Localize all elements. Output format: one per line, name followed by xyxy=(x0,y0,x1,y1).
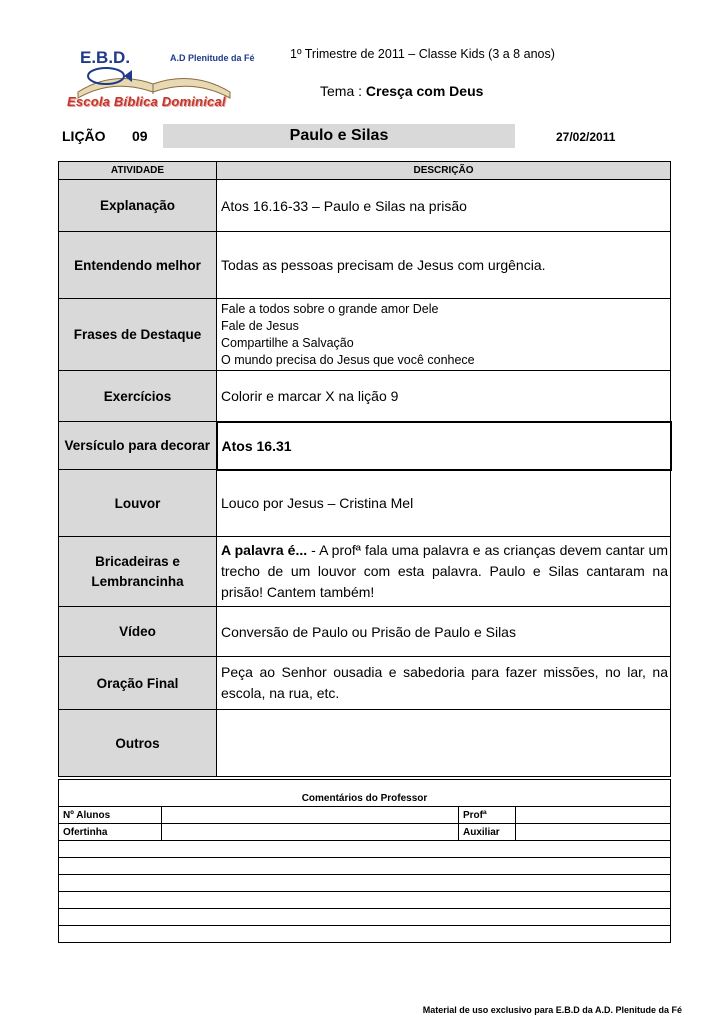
table-row xyxy=(59,299,671,371)
col-atividade: ATIVIDADE xyxy=(59,162,217,180)
footer-note: Material de uso exclusivo para E.B.D da A.D. Plenitude da Fé xyxy=(422,1005,682,1015)
row-text: Atos 16.16-33 – Paulo e Silas na prisão xyxy=(217,180,671,232)
comment-line[interactable] xyxy=(59,926,671,943)
table-row xyxy=(59,371,671,422)
row-label xyxy=(59,537,217,607)
alunos-field[interactable] xyxy=(162,807,459,824)
auxiliar-label: Auxiliar xyxy=(459,824,516,841)
table-header xyxy=(59,162,671,180)
row-text xyxy=(217,299,671,371)
frase-line: Fale a todos sobre o grande amor Dele xyxy=(221,301,439,316)
frase-line: O mundo precisa do Jesus que você conhece xyxy=(221,352,475,367)
row-label: Entendendo melhor xyxy=(59,232,217,299)
row-label-line2: Lembrancinha xyxy=(91,573,184,589)
frase-line: Fale de Jesus xyxy=(221,318,299,333)
row-label: Vídeo xyxy=(59,607,217,657)
comment-line[interactable] xyxy=(59,909,671,926)
comment-line[interactable] xyxy=(59,858,671,875)
ofertinha-label: Ofertinha xyxy=(59,824,162,841)
row-text-rest: - A profª fala uma palavra e as crianças devem cantar um trecho de um louvor com esta palavra. Paulo e Silas cantaram na prisão! Cantem também! xyxy=(221,542,669,600)
ofertinha-field[interactable] xyxy=(162,824,459,841)
profa-field[interactable] xyxy=(516,807,671,824)
table-row xyxy=(59,232,671,299)
table-row xyxy=(59,470,671,537)
comments-table xyxy=(58,779,671,943)
row-text: Louco por Jesus – Cristina Mel xyxy=(217,470,671,537)
frase-line: Compartilhe a Salvação xyxy=(221,335,354,350)
profa-label: Profª xyxy=(459,807,516,824)
logo-title: E.B.D. xyxy=(80,48,131,67)
trimestre-text: 1º Trimestre de 2011 – Classe Kids (3 a 8 anos) xyxy=(290,47,555,61)
table-row xyxy=(59,180,671,232)
row-text: Atos 16.31 xyxy=(217,422,671,470)
comment-line[interactable] xyxy=(59,841,671,858)
licao-title: Paulo e Silas xyxy=(163,124,515,148)
row-bold-prefix: A palavra é... xyxy=(221,542,308,558)
row-label: Exercícios xyxy=(59,371,217,422)
table-row xyxy=(59,657,671,710)
tema-label: Tema : xyxy=(320,83,366,99)
table-row xyxy=(59,710,671,777)
logo-school: Escola Bíblica Dominical xyxy=(67,94,226,109)
licao-row xyxy=(58,124,670,150)
logo-subtitle: A.D Plenitude da Fé xyxy=(170,53,255,63)
row-label: Oração Final xyxy=(59,657,217,710)
row-text: Todas as pessoas precisam de Jesus com urgência. xyxy=(217,232,671,299)
row-label: Outros xyxy=(59,710,217,777)
row-text xyxy=(217,537,671,607)
row-text: Conversão de Paulo ou Prisão de Paulo e Silas xyxy=(217,607,671,657)
row-label: Versículo para decorar xyxy=(59,422,217,470)
row-text: Peça ao Senhor ousadia e sabedoria para fazer missões, no lar, na escola, na rua, etc. xyxy=(217,657,671,710)
table-row xyxy=(59,537,671,607)
row-label: Frases de Destaque xyxy=(59,299,217,371)
row-text xyxy=(217,710,671,777)
table-row xyxy=(59,607,671,657)
licao-label: LIÇÃO xyxy=(62,128,106,144)
row-label-line1: Bricadeiras e xyxy=(95,553,180,569)
col-descricao: DESCRIÇÃO xyxy=(217,162,671,180)
licao-number: 09 xyxy=(132,128,148,144)
row-label: Louvor xyxy=(59,470,217,537)
activity-table xyxy=(58,161,672,777)
comment-line[interactable] xyxy=(59,892,671,909)
alunos-label: Nº Alunos xyxy=(59,807,162,824)
tema-text xyxy=(320,83,483,99)
row-label: Explanação xyxy=(59,180,217,232)
table-row xyxy=(59,422,671,470)
auxiliar-field[interactable] xyxy=(516,824,671,841)
comments-title: Comentários do Professor xyxy=(59,790,671,807)
logo xyxy=(62,42,255,120)
licao-date: 27/02/2011 xyxy=(556,130,616,144)
row-text: Colorir e marcar X na lição 9 xyxy=(217,371,671,422)
comment-line[interactable] xyxy=(59,875,671,892)
tema-value: Cresça com Deus xyxy=(365,83,484,99)
